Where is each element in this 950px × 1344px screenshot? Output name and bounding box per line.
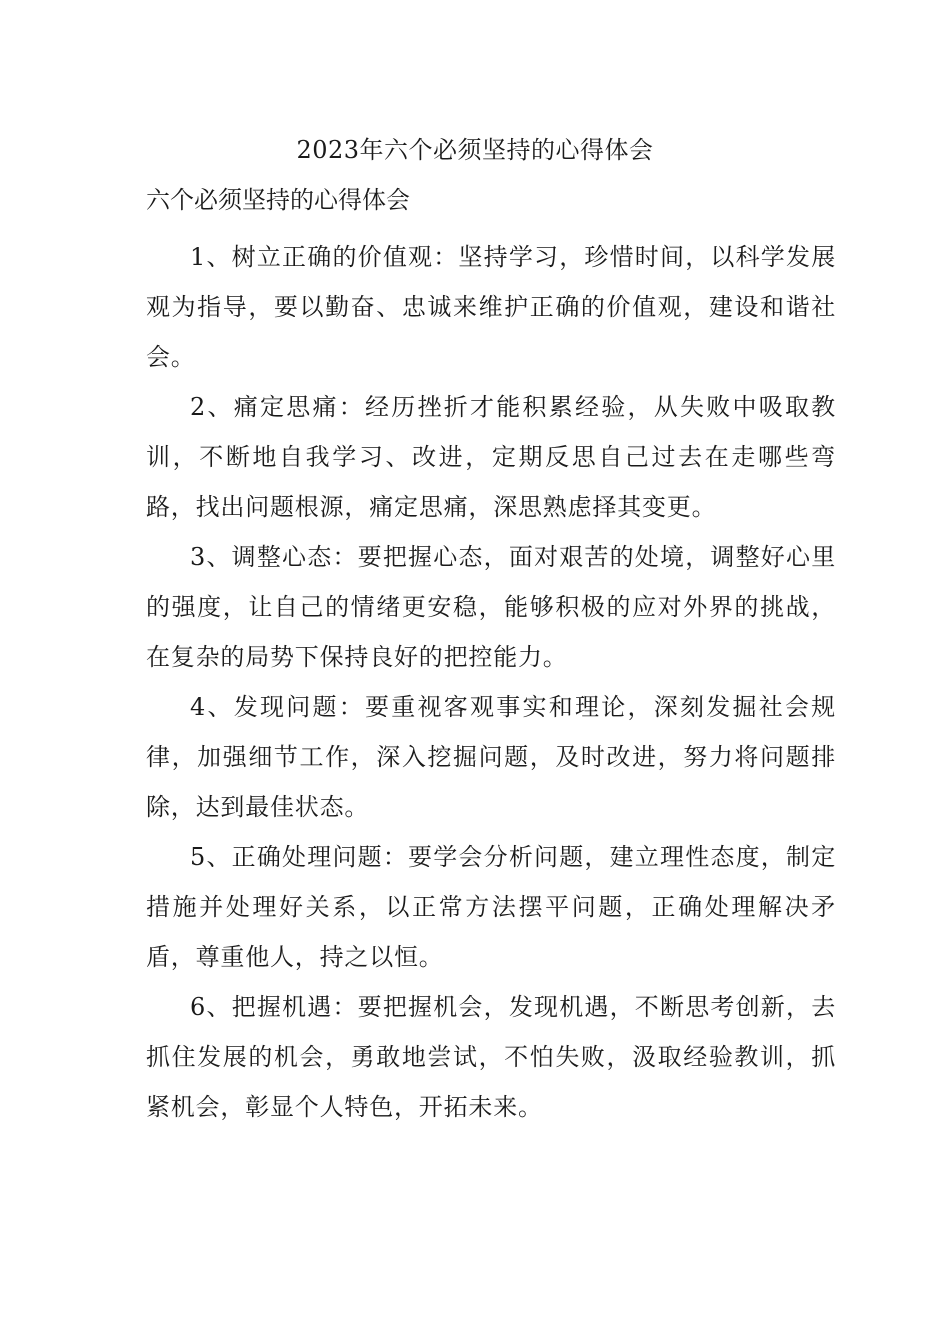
paragraph-4: 4、发现问题：要重视客观事实和理论，深刻发掘社会规律，加强细节工作，深入挖掘问题，及时改进，努力将问题排除，达到最佳状态。 xyxy=(146,693,836,821)
paragraph-5: 5、正确处理问题：要学会分析问题，建立理性态度，制定措施并处理好关系，以正常方法摆平问题，正确处理解决矛盾，尊重他人，持之以恒。 xyxy=(146,843,836,971)
paragraph-6: 6、把握机遇：要把握机会，发现机遇，不断思考创新，去抓住发展的机会，勇敢地尝试，不怕失败，汲取经验教训，抓紧机会，彰显个人特色，开拓未来。 xyxy=(146,993,836,1121)
document-body xyxy=(146,232,836,1132)
paragraph-3: 3、调整心态：要把握心态，面对艰苦的处境，调整好心里的强度，让自己的情绪更安稳，能够积极的应对外界的挑战，在复杂的局势下保持良好的把控能力。 xyxy=(146,543,836,671)
document-subtitle: 六个必须坚持的心得体会 xyxy=(146,186,410,214)
paragraph-2: 2、痛定思痛：经历挫折才能积累经验，从失败中吸取教训，不断地自我学习、改进，定期反思自己过去在走哪些弯路，找出问题根源，痛定思痛，深思熟虑择其变更。 xyxy=(146,393,836,521)
paragraph-1: 1、树立正确的价值观：坚持学习，珍惜时间，以科学发展观为指导，要以勤奋、忠诚来维护正确的价值观，建设和谐社会。 xyxy=(146,243,836,371)
document-title: 2023年六个必须坚持的心得体会 xyxy=(296,136,654,164)
